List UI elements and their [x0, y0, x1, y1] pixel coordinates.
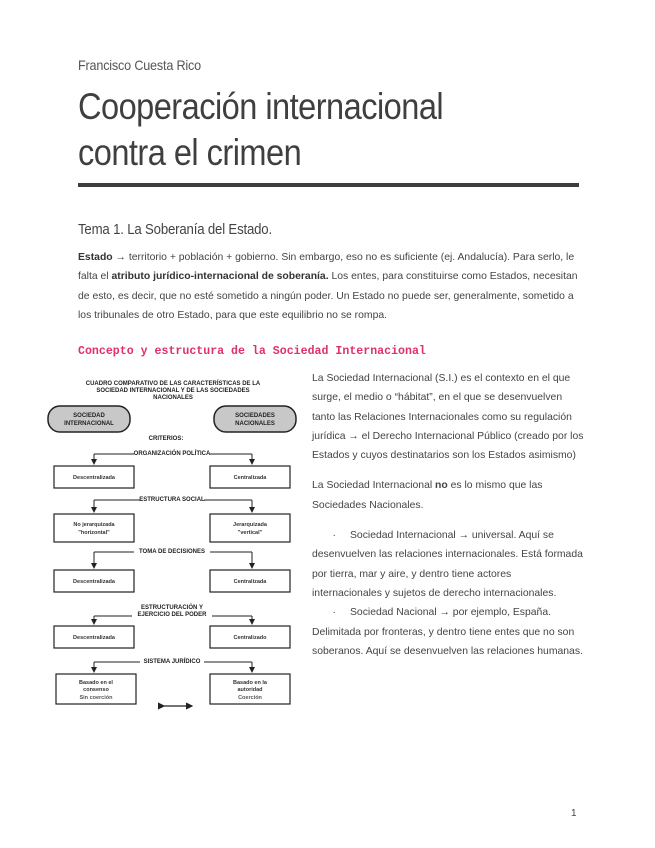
right-box-2 — [210, 514, 290, 542]
si-definition: La Sociedad Internacional (S.I.) es el contexto en el que surge, el medio o “hábitat”, en el que se desenvuelven tanto las Relaciones Internacionales como su regulación jurídica → el Derecho Internacional Público (creado por los Estados y cuyos destinatarios son los Estados asimismo) — [312, 373, 584, 462]
intro-text-b: Los entes, para constituirse como Estados, necesitan de esto, es decir, que no esté sometido a ningún poder. Un Estado no puede ser, generalmente, sometido a los tribunales de otro Estado, para que este equilibrio no se rompa. — [78, 271, 578, 321]
right-value-2a: Jerarquizada — [233, 522, 267, 528]
section-heading: Tema 1. La Soberanía del Estado. — [78, 221, 272, 238]
criterion-5: SISTEMA JURÍDICO — [143, 659, 201, 665]
term-estado: Estado — [78, 252, 113, 263]
left-value-2b: "horizontal" — [78, 530, 110, 536]
bullet-text-international: Sociedad Internacional → universal. Aquí se desenvuelven las relaciones internacionales. Está formada por tierra, mar y aire, y dentro tiene actores internacionales y sujetos de derecho internacionales. — [312, 530, 583, 599]
right-value-4: Centralizado — [233, 635, 267, 641]
intro-text-a: territorio + población + gobierno. Sin embargo, eso no es suficiente (ej. Andalucía). Para serlo, le falta el — [78, 252, 575, 283]
author-name: Francisco Cuesta Rico — [78, 57, 201, 73]
left-value-2a: No jerarquizada — [73, 522, 115, 528]
arrow-glyph: → — [115, 252, 126, 263]
intro-paragraph — [78, 248, 583, 325]
page-title: Cooperación internacional contra el crimen — [78, 86, 444, 173]
si-not-text-a: La Sociedad Internacional — [312, 480, 436, 492]
left-value-5c: Sin coerción — [79, 695, 113, 701]
header-left-2: INTERNACIONAL — [64, 421, 114, 427]
bullet-text-national: Sociedad Nacional → por ejemplo, España. Delimitada por fronteras, y dentro tiene entes que no son soberanos. Aquí se desenvuelven las relaciones humanas. — [312, 607, 583, 657]
left-value-3: Descentralizada — [73, 579, 115, 585]
diagram-title-1: CUADRO COMPARATIVO DE LAS CARACTERÍSTICAS DE LA — [85, 381, 261, 387]
right-value-3: Centralizada — [233, 579, 267, 585]
right-value-1: Centralizada — [233, 475, 267, 481]
bullet-dot-icon: · — [332, 607, 336, 619]
right-value-5c: Coerción — [238, 695, 262, 701]
left-value-5a: Basado en el — [79, 680, 113, 686]
diagram-title-3: NACIONALES — [153, 395, 193, 401]
si-not-text-b: es lo mismo que las Sociedades Nacionales. — [312, 480, 543, 511]
header-right-2: NACIONALES — [235, 421, 275, 427]
criterion-4b: EJERCICIO DEL PODER — [137, 612, 207, 618]
header-box-national — [214, 406, 296, 432]
header-left-1: SOCIEDAD — [73, 413, 105, 419]
right-column — [312, 369, 584, 661]
right-value-2b: "vertical" — [237, 530, 263, 536]
header-right-1: SOCIEDADES — [235, 413, 275, 419]
intro-bold: atributo jurídico-internacional de soberanía. — [111, 271, 329, 283]
diagram-title-2: SOCIEDAD INTERNACIONAL Y DE LAS SOCIEDADES — [96, 388, 250, 394]
subsection-heading: Concepto y estructura de la Sociedad Internacional — [78, 345, 426, 358]
criterion-3: TOMA DE DECISIONES — [138, 549, 206, 555]
si-not-national — [312, 476, 584, 515]
criterion-1: ORGANIZACIÓN POLÍTICA — [133, 451, 211, 457]
page-number: 1 — [571, 808, 577, 819]
bullet-item-national — [312, 603, 584, 661]
header-box-international — [48, 406, 130, 432]
si-not-bold: no — [435, 480, 448, 492]
left-value-1: Descentralizada — [73, 475, 115, 481]
criterion-2: ESTRUCTURA SOCIAL — [139, 497, 205, 503]
bullet-item-international — [312, 526, 584, 603]
criterios-label: CRITERIOS: — [148, 436, 184, 442]
right-value-5a: Basado en la — [233, 680, 267, 686]
bullet-dot-icon: · — [332, 530, 336, 542]
comparison-diagram — [44, 374, 302, 714]
left-value-5b: consenso — [83, 687, 109, 693]
left-box-2 — [54, 514, 134, 542]
title-divider — [78, 183, 579, 187]
criterion-4a: ESTRUCTURACIÓN Y — [141, 605, 203, 611]
right-value-5b: autoridad — [237, 687, 263, 693]
left-value-4: Descentralizada — [73, 635, 115, 641]
